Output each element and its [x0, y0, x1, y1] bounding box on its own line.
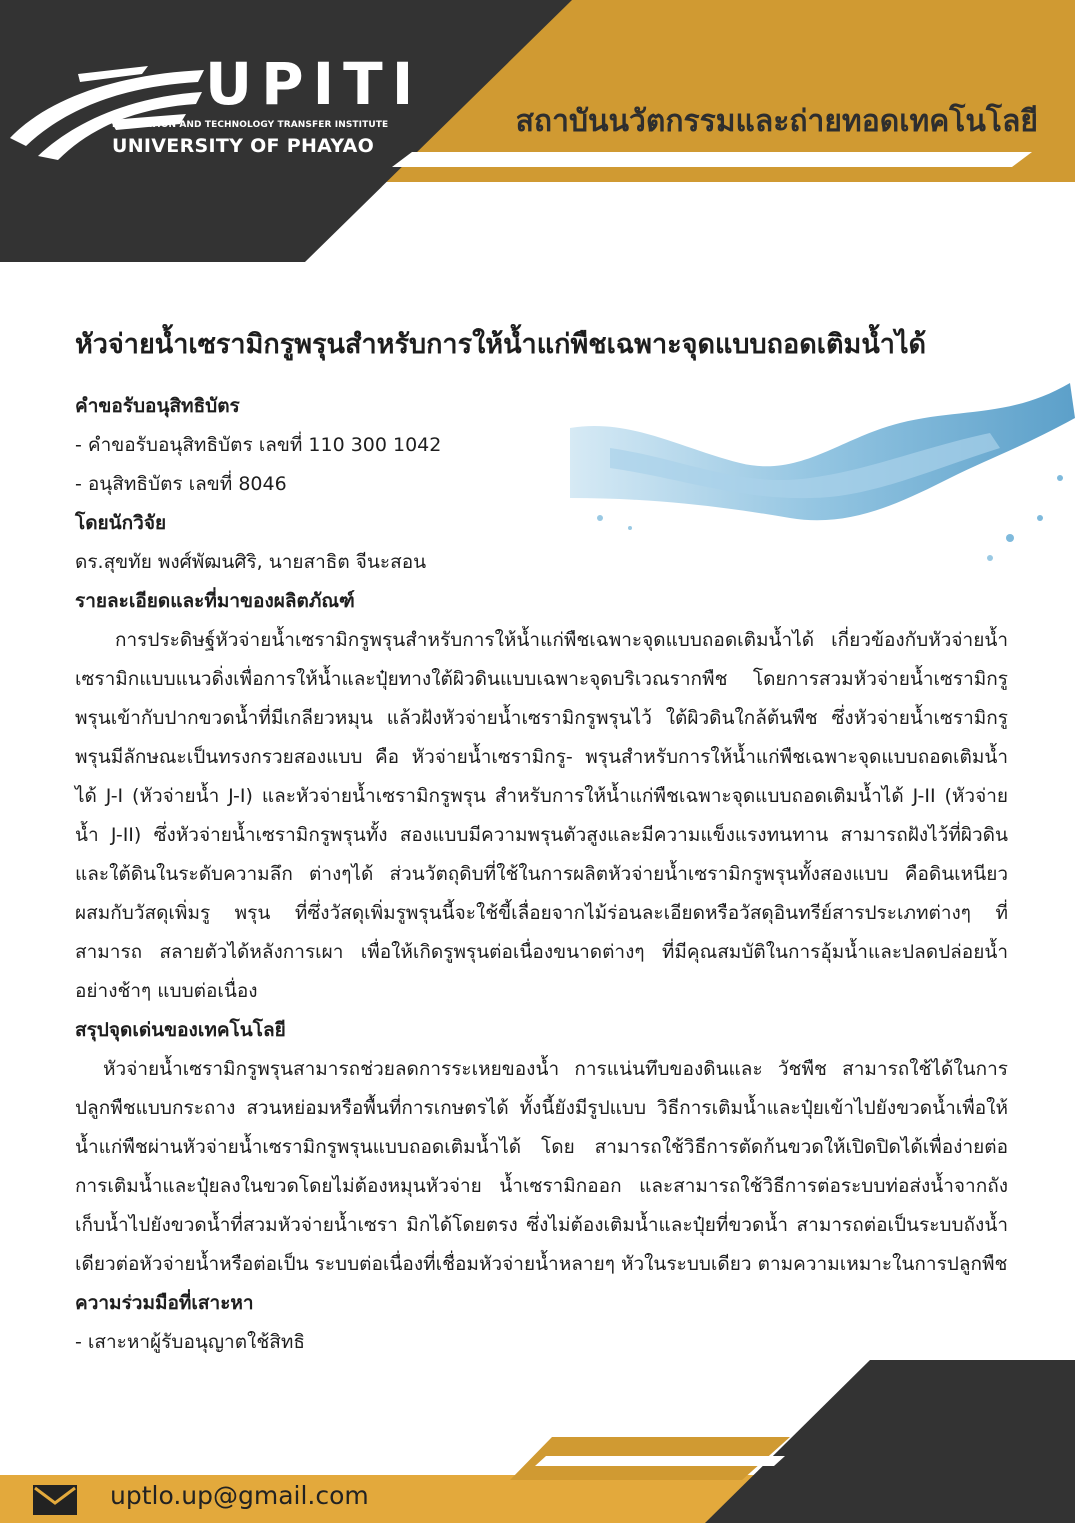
researcher-heading: โดยนักวิจัย — [75, 512, 167, 534]
researcher-names: ดร.สุขทัย พงศ์พัฒนศิริ, นายสาธิต จีนะสอน — [75, 551, 427, 573]
cooperation-item: - เสาะหาผู้รับอนุญาตใช้สิทธิ — [75, 1331, 305, 1353]
patent-request-line: - คำขอรับอนุสิทธิบัตร เลขที่ 110 300 1042 — [75, 434, 442, 456]
patent-number-line: - อนุสิทธิบัตร เลขที่ 8046 — [75, 473, 287, 495]
envelope-icon — [33, 1485, 77, 1515]
details-paragraph: การประดิษฐ์หัวจ่ายน้ำเซรามิกรูพรุนสำหรับการให้น้ำแก่พืชเฉพาะจุดแบบถอดเติมน้ำได้ เกี่ยวข้องกับหัวจ่ายน้ำเซรามิกแบบแนวดิ่งเพื่อการให้น้ำและปุ๋ยทางใต้ผิวดินแบบเฉพาะจุดบริเวณรากพืช โดยการสวมหัวจ่ายน้ำเซรามิกรูพรุนเข้ากับปากขวดน้ำที่มีเกลียวหมุน แล้วฝังหัวจ่ายน้ำเซรามิกรูพรุนไว้ ใต้ผิวดินใกล้ต้นพืช ซึ่งหัวจ่ายน้ำเซรามิกรูพรุนมีลักษณะเป็นทรงกรวยสองแบบ คือ หัวจ่ายน้ำเซรามิกรู- พรุนสำหรับการให้น้ำแก่พืชเฉพาะจุดแบบถอดเติมน้ำได้ J-I (หัวจ่ายน้ำ J-I) และหัวจ่ายน้ำเซรามิกรูพรุน สำหรับการให้น้ำแก่พืชเฉพาะจุดแบบถอดเติมน้ำได้ J-II (หัวจ่ายน้ำ J-II) ซึ่งหัวจ่ายน้ำเซรามิกรูพรุนทั้ง สองแบบมีความพรุนตัวสูงและมีความแข็งแรงทนทาน สามารถฝังไว้ที่ผิวดินและใต้ดินในระดับความลึก ต่างๆได้ ส่วนวัตถุดิบที่ใช้ในการผลิตหัวจ่ายน้ำเซรามิกรูพรุนทั้งสองแบบ คือดินเหนียวผสมกับวัสดุเพิ่มรู พรุน ที่ซึ่งวัสดุเพิ่มรูพรุนนี้จะใช้ขี้เลื่อยจากไม้ร่อนละเอียดหรือวัสดุอินทรีย์สารประเภทต่างๆ ที่สามารถ สลายตัวได้หลังการเผา เพื่อให้เกิดรูพรุนต่อเนื่องขนาดต่างๆ ที่มีคุณสมบัติในการอุ้มน้ำและปลดปล่อยน้ำ อย่างช้าๆ แบบต่อเนื่อง — [75, 629, 1008, 1002]
logo-university: UNIVERSITY OF PHAYAO — [112, 135, 375, 157]
patent-heading: คำขอรับอนุสิทธิบัตร — [75, 395, 240, 417]
cooperation-heading: ความร่วมมือที่เสาะหา — [75, 1292, 254, 1314]
logo-subtitle: INNOVATION AND TECHNOLOGY TRANSFER INSTITUTE — [112, 120, 389, 130]
contact-email[interactable]: uptlo.up@gmail.com — [110, 1481, 369, 1510]
institute-name: สถาบันนวัตกรรมและถ่ายทอดเทคโนโลยี — [515, 104, 1038, 139]
document-title: หัวจ่ายน้ำเซรามิกรูพรุนสำหรับการให้น้ำแก่พืชเฉพาะจุดแบบถอดเติมน้ำได้ — [75, 329, 927, 360]
highlights-heading: สรุปจุดเด่นของเทคโนโลยี — [75, 1019, 286, 1041]
highlights-paragraph: หัวจ่ายน้ำเซรามิกรูพรุนสามารถช่วยลดการระเหยของน้ำ การแน่นทึบของดินและ วัชพืช สามารถใช้ได้ในการปลูกพืชแบบกระถาง สวนหย่อมหรือพื้นที่การเกษตรได้ ทั้งนี้ยังมีรูปแบบ วิธีการเติมน้ำและปุ๋ยเข้าไปยังขวดน้ำเพื่อให้น้ำแก่พืชผ่านหัวจ่ายน้ำเซรามิกรูพรุนแบบถอดเติมน้ำได้ โดย สามารถใช้วิธีการตัดก้นขวดให้เปิดปิดได้เพื่อง่ายต่อการเติมน้ำและปุ๋ยลงในขวดโดยไม่ต้องหมุนหัวจ่าย น้ำเซรามิกออก และสามารถใช้วิธีการต่อระบบท่อส่งน้ำจากถังเก็บน้ำไปยังขวดน้ำที่สวมหัวจ่ายน้ำเซรา มิกได้โดยตรง ซึ่งไม่ต้องเติมน้ำและปุ๋ยที่ขวดน้ำ สามารถต่อเป็นระบบถังน้ำเดียวต่อหัวจ่ายน้ำหรือต่อเป็น ระบบต่อเนื่องที่เชื่อมหัวจ่ายน้ำหลายๆ หัวในระบบเดียว ตามความเหมาะในการปลูกพืช — [75, 1058, 1008, 1275]
logo-wordmark: UPITI — [205, 50, 423, 118]
details-heading: รายละเอียดและที่มาของผลิตภัณฑ์ — [75, 590, 355, 612]
document-body — [75, 387, 1008, 1362]
